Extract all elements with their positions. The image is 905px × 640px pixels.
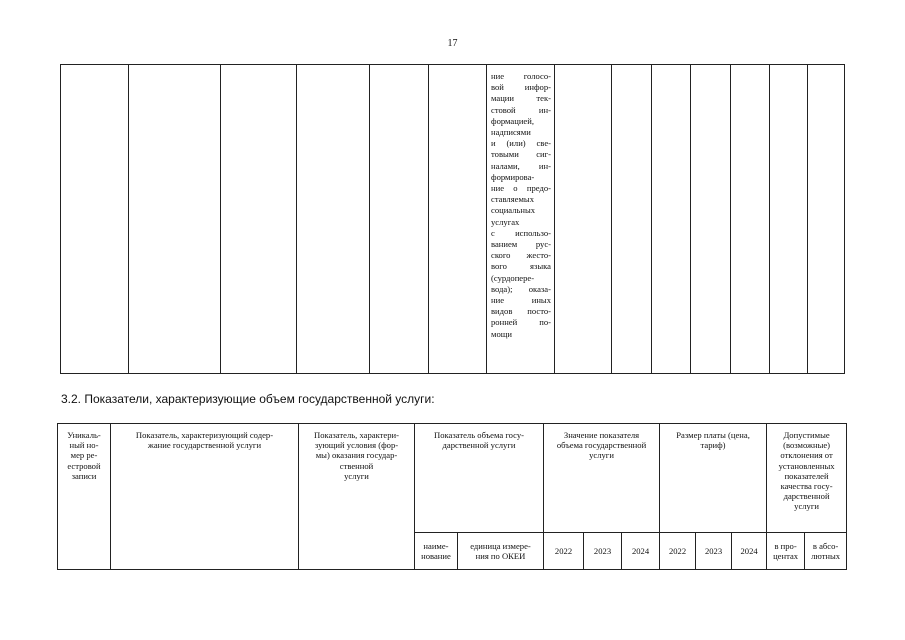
subheader-deviation-percent: в про- центах	[767, 533, 805, 570]
section-title: 3.2. Показатели, характеризующие объем государственной услуги:	[61, 392, 435, 406]
text-line: ние иных	[491, 295, 551, 306]
subheader-name: наиме- нование	[415, 533, 458, 570]
header-allowed-deviation: Допустимые (возможные) отклонения от установленных показателей качества госу- дарственной услуги	[767, 424, 847, 533]
table-cell	[770, 65, 808, 374]
header-content-indicator: Показатель, характеризующий содер- жание государственной услуги	[111, 424, 299, 570]
subheader-value-year: 2022	[544, 533, 584, 570]
header-indicator-value: Значение показателя объема государственной услуги	[544, 424, 660, 533]
text-line: стовой ин-	[491, 104, 551, 115]
table-cell	[297, 65, 370, 374]
text-line: товыми сиг-	[491, 149, 551, 160]
header-row	[58, 424, 847, 533]
text-line: мощи	[491, 328, 512, 339]
text-line: ние голосо-	[491, 71, 551, 81]
text-line: налами, ин-	[491, 160, 551, 171]
text-line: ванием рус-	[491, 239, 551, 250]
page-number: 17	[447, 38, 458, 49]
text-line: ние о предо-	[491, 183, 551, 194]
text-line: ставляемых	[491, 194, 534, 205]
subheader-fee-year: 2024	[732, 533, 767, 570]
subheader-unit: единица измере- ния по ОКЕИ	[458, 533, 544, 570]
table-cell	[555, 65, 612, 374]
text-line: мации тек-	[491, 93, 551, 104]
table-cell	[221, 65, 297, 374]
subheader-value-year: 2024	[622, 533, 660, 570]
text-line: вода); оказа-	[491, 283, 551, 294]
continuation-row	[61, 65, 845, 374]
text-line: видов посто-	[491, 306, 551, 317]
subheader-value-year: 2023	[584, 533, 622, 570]
table-cell	[691, 65, 731, 374]
header-unique-number: Уникаль- ный но- мер ре- естровой записи	[58, 424, 111, 570]
table-cell	[429, 65, 487, 374]
header-fee-size: Размер платы (цена, тариф)	[660, 424, 767, 533]
text-line: ронней по-	[491, 317, 551, 328]
text-line: и (или) све-	[491, 138, 551, 149]
text-line: надписями	[491, 127, 531, 138]
header-conditions-indicator: Показатель, характери- зующий условия (фор- мы) оказания государ- ственной услуги	[299, 424, 415, 570]
table-cell	[731, 65, 770, 374]
table-cell	[808, 65, 845, 374]
text-line: услугах	[491, 216, 520, 227]
volume-indicators-table	[57, 423, 847, 570]
continuation-table	[60, 64, 845, 374]
header-volume-indicator: Показатель объема госу- дарственной услуги	[415, 424, 544, 533]
text-line: социальных	[491, 205, 536, 216]
text-line: вой инфор-	[491, 82, 551, 93]
table-cell	[652, 65, 691, 374]
text-line: вого языка	[491, 261, 551, 272]
text-line: с использо-	[491, 227, 551, 238]
subheader-fee-year: 2023	[696, 533, 732, 570]
table-cell	[370, 65, 429, 374]
table-cell	[612, 65, 652, 374]
text-line: формирова-	[491, 171, 535, 182]
service-description-cell	[487, 65, 555, 374]
text-line: формацией,	[491, 115, 534, 126]
text-line: ского жесто-	[491, 250, 551, 261]
table-cell	[61, 65, 129, 374]
table-cell	[129, 65, 221, 374]
text-line: (сурдопере-	[491, 272, 535, 283]
subheader-fee-year: 2022	[660, 533, 696, 570]
subheader-deviation-absolute: в абсо- лютных	[805, 533, 847, 570]
